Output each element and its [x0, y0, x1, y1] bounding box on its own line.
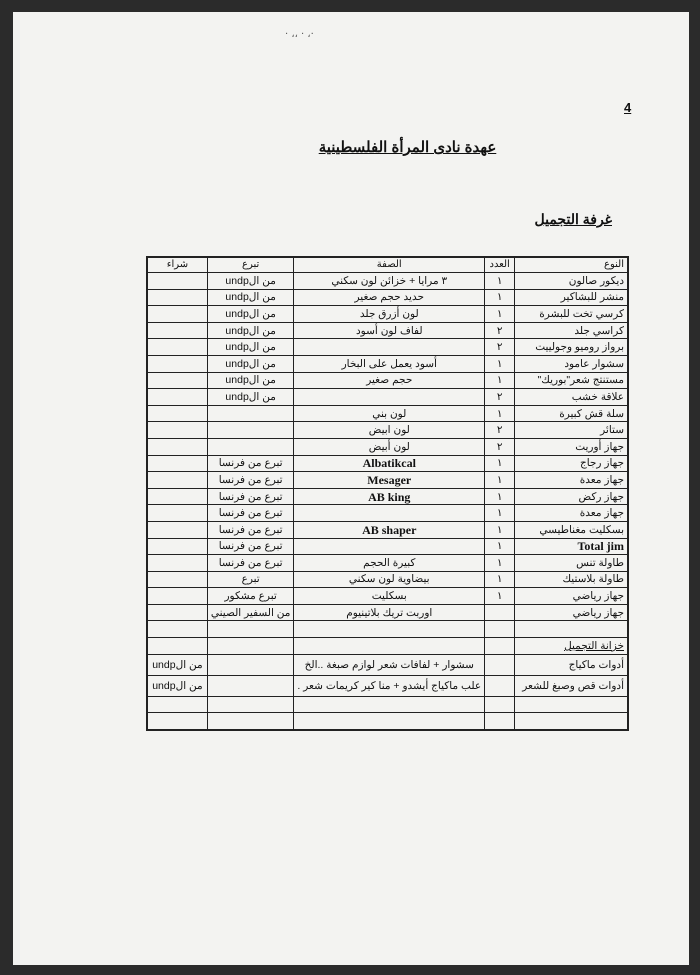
cell-type: برواز روميو وجولييت — [515, 339, 628, 356]
cell-purchase: من الundp — [147, 654, 207, 675]
cell-donation — [207, 675, 294, 696]
table-row — [147, 438, 628, 455]
cell-donation: تبرع من فرنسا — [207, 455, 294, 472]
cell-count — [485, 696, 515, 713]
cell-description: لون بني — [294, 405, 485, 422]
cell-donation: من الundp — [207, 372, 294, 389]
cell-description: Mesager — [294, 472, 485, 489]
cell-description: لون أبيض — [294, 438, 485, 455]
cell-purchase — [147, 638, 207, 655]
cell-description — [294, 339, 485, 356]
header-marks: · ،، · ،· — [285, 29, 314, 40]
cell-type — [515, 621, 628, 638]
cell-donation — [207, 422, 294, 439]
cell-description: Albatikcal — [294, 455, 485, 472]
cell-donation: تبرع من فرنسا — [207, 488, 294, 505]
cell-purchase — [147, 588, 207, 605]
cell-purchase — [147, 273, 207, 290]
header-description: الصفة — [294, 257, 485, 273]
cell-donation: تبرع من فرنسا — [207, 505, 294, 522]
table-row — [147, 306, 628, 323]
cell-count: ١ — [485, 472, 515, 489]
cell-type: جهاز أوريت — [515, 438, 628, 455]
cell-type: سشوار عامود — [515, 355, 628, 372]
table-row — [147, 571, 628, 588]
cell-description — [294, 505, 485, 522]
table-row — [147, 654, 628, 675]
cell-donation: من الundp — [207, 273, 294, 290]
cell-donation: تبرع من فرنسا — [207, 555, 294, 572]
cell-type: جهاز ركض — [515, 488, 628, 505]
cell-purchase — [147, 538, 207, 555]
cell-count: ١ — [485, 488, 515, 505]
table-row — [147, 621, 628, 638]
table-row — [147, 355, 628, 372]
table-row — [147, 405, 628, 422]
cell-type: سلة قش كبيرة — [515, 405, 628, 422]
document-title: عهدة نادى المرأة الفلسطينية — [318, 139, 497, 156]
cell-type: مستنتج شعر"بوريك" — [515, 372, 628, 389]
cell-purchase — [147, 555, 207, 572]
cell-count: ٢ — [485, 339, 515, 356]
cell-donation — [207, 654, 294, 675]
table-row — [147, 289, 628, 306]
cell-donation: تبرع من فرنسا — [207, 472, 294, 489]
table-row — [147, 472, 628, 489]
cell-description: اوربت تريك بلاتينيوم — [294, 604, 485, 621]
cell-count — [485, 654, 515, 675]
cell-donation: من الundp — [207, 339, 294, 356]
cell-count: ٢ — [485, 389, 515, 406]
cell-donation: من الundp — [207, 389, 294, 406]
cell-description: AB shaper — [294, 521, 485, 538]
page-number: 4 — [624, 100, 632, 115]
cell-purchase — [147, 389, 207, 406]
cell-purchase — [147, 372, 207, 389]
table-row — [147, 322, 628, 339]
cell-count: ١ — [485, 273, 515, 290]
cell-donation — [207, 621, 294, 638]
table-row — [147, 339, 628, 356]
cell-type: طاولة بلاستيك — [515, 571, 628, 588]
table-row — [147, 696, 628, 713]
cell-donation — [207, 438, 294, 455]
cell-donation: من الundp — [207, 355, 294, 372]
cell-donation: من الundp — [207, 306, 294, 323]
cell-count: ١ — [485, 405, 515, 422]
header-count: العدد — [485, 257, 515, 273]
cell-type: جهاز معدة — [515, 472, 628, 489]
cell-description: بسكليت — [294, 588, 485, 605]
cell-donation — [207, 713, 294, 730]
inventory-table — [146, 256, 629, 731]
cell-type: أدوات قص وصبغ للشعر — [515, 675, 628, 696]
table-row — [147, 505, 628, 522]
cell-donation: من الundp — [207, 322, 294, 339]
cell-type: جهاز معدة — [515, 505, 628, 522]
cell-purchase — [147, 621, 207, 638]
table-row — [147, 521, 628, 538]
cell-donation: تبرع من فرنسا — [207, 538, 294, 555]
section-title: غرفة التجميل — [534, 211, 612, 227]
cell-purchase — [147, 604, 207, 621]
cell-description — [294, 638, 485, 655]
cell-donation — [207, 696, 294, 713]
cell-count: ١ — [485, 521, 515, 538]
cell-type: جهاز رياضي — [515, 588, 628, 605]
cell-type: بسكليت مغناطيسي — [515, 521, 628, 538]
table-row — [147, 588, 628, 605]
table-row — [147, 638, 628, 655]
cell-description: بيضاوية لون سكني — [294, 571, 485, 588]
cell-count: ٢ — [485, 422, 515, 439]
cell-count: ١ — [485, 538, 515, 555]
cell-type: جهاز رياضي — [515, 604, 628, 621]
cell-type: ستائر — [515, 422, 628, 439]
table-row — [147, 675, 628, 696]
header-donation: تبرع — [207, 257, 294, 273]
cell-description — [294, 538, 485, 555]
cell-count — [485, 713, 515, 730]
cell-donation: من الundp — [207, 289, 294, 306]
table-row — [147, 488, 628, 505]
cell-type: جهاز رجاج — [515, 455, 628, 472]
cell-description — [294, 621, 485, 638]
table-row — [147, 422, 628, 439]
cell-description — [294, 713, 485, 730]
cell-description: حديد حجم صغير — [294, 289, 485, 306]
cell-count: ١ — [485, 555, 515, 572]
cell-count: ١ — [485, 355, 515, 372]
cell-count: ٢ — [485, 438, 515, 455]
cell-purchase — [147, 422, 207, 439]
cell-count: ١ — [485, 588, 515, 605]
cell-description — [294, 389, 485, 406]
cell-purchase — [147, 472, 207, 489]
cell-purchase — [147, 488, 207, 505]
cell-type: خزانة التجميل — [515, 638, 628, 655]
cell-type — [515, 696, 628, 713]
cell-purchase — [147, 696, 207, 713]
cell-type: علاقة خشب — [515, 389, 628, 406]
cell-description — [294, 696, 485, 713]
cell-type — [515, 713, 628, 730]
header-purchase: شراء — [147, 257, 207, 273]
cell-purchase — [147, 505, 207, 522]
cell-description: علب ماكياج أيشدو + منا كير كريمات شعر . — [294, 675, 485, 696]
header-type: النوع — [515, 257, 628, 273]
cell-description: لون ابيض — [294, 422, 485, 439]
cell-purchase — [147, 405, 207, 422]
cell-description: AB king — [294, 488, 485, 505]
table-row — [147, 455, 628, 472]
cell-count — [485, 621, 515, 638]
cell-description: ٣ مرايا + خزائن لون سكني — [294, 273, 485, 290]
cell-count — [485, 638, 515, 655]
cell-count — [485, 604, 515, 621]
table-row — [147, 538, 628, 555]
cell-donation — [207, 638, 294, 655]
cell-purchase — [147, 713, 207, 730]
cell-purchase — [147, 455, 207, 472]
cell-count: ١ — [485, 505, 515, 522]
cell-count: ١ — [485, 306, 515, 323]
cell-description: لفاف لون أسود — [294, 322, 485, 339]
cell-count: ١ — [485, 455, 515, 472]
cell-description: سشوار + لفافات شعر لوازم صبغة ..الخ — [294, 654, 485, 675]
cell-purchase — [147, 306, 207, 323]
table-row — [147, 273, 628, 290]
cell-purchase — [147, 438, 207, 455]
table-header-row — [147, 257, 628, 273]
cell-donation: تبرع مشكور — [207, 588, 294, 605]
cell-type: كراسي جلد — [515, 322, 628, 339]
cell-donation — [207, 405, 294, 422]
cell-count — [485, 675, 515, 696]
table-row — [147, 372, 628, 389]
cell-count: ١ — [485, 571, 515, 588]
cell-type: طاولة تنس — [515, 555, 628, 572]
cell-donation: تبرع — [207, 571, 294, 588]
cell-type: كرسي تخت للبشرة — [515, 306, 628, 323]
cell-description: أسود يعمل على البخار — [294, 355, 485, 372]
cell-purchase — [147, 289, 207, 306]
table-row — [147, 713, 628, 730]
cell-description: كبيرة الحجم — [294, 555, 485, 572]
cell-count: ١ — [485, 372, 515, 389]
cell-count: ١ — [485, 289, 515, 306]
table-row — [147, 604, 628, 621]
cell-purchase — [147, 322, 207, 339]
cell-purchase — [147, 521, 207, 538]
cell-description: حجم صغير — [294, 372, 485, 389]
cell-purchase — [147, 355, 207, 372]
cell-type: Total jim — [515, 538, 628, 555]
cell-type: منشر للبشاكير — [515, 289, 628, 306]
cell-purchase — [147, 571, 207, 588]
cell-purchase: من الundp — [147, 675, 207, 696]
cell-type: أدوات ماكياج — [515, 654, 628, 675]
cell-donation: من السفير الصيني — [207, 604, 294, 621]
cell-donation: تبرع من فرنسا — [207, 521, 294, 538]
table-row — [147, 555, 628, 572]
cell-count: ٢ — [485, 322, 515, 339]
cell-type: ديكور صالون — [515, 273, 628, 290]
cell-purchase — [147, 339, 207, 356]
table-row — [147, 389, 628, 406]
cell-description: لون أزرق جلد — [294, 306, 485, 323]
